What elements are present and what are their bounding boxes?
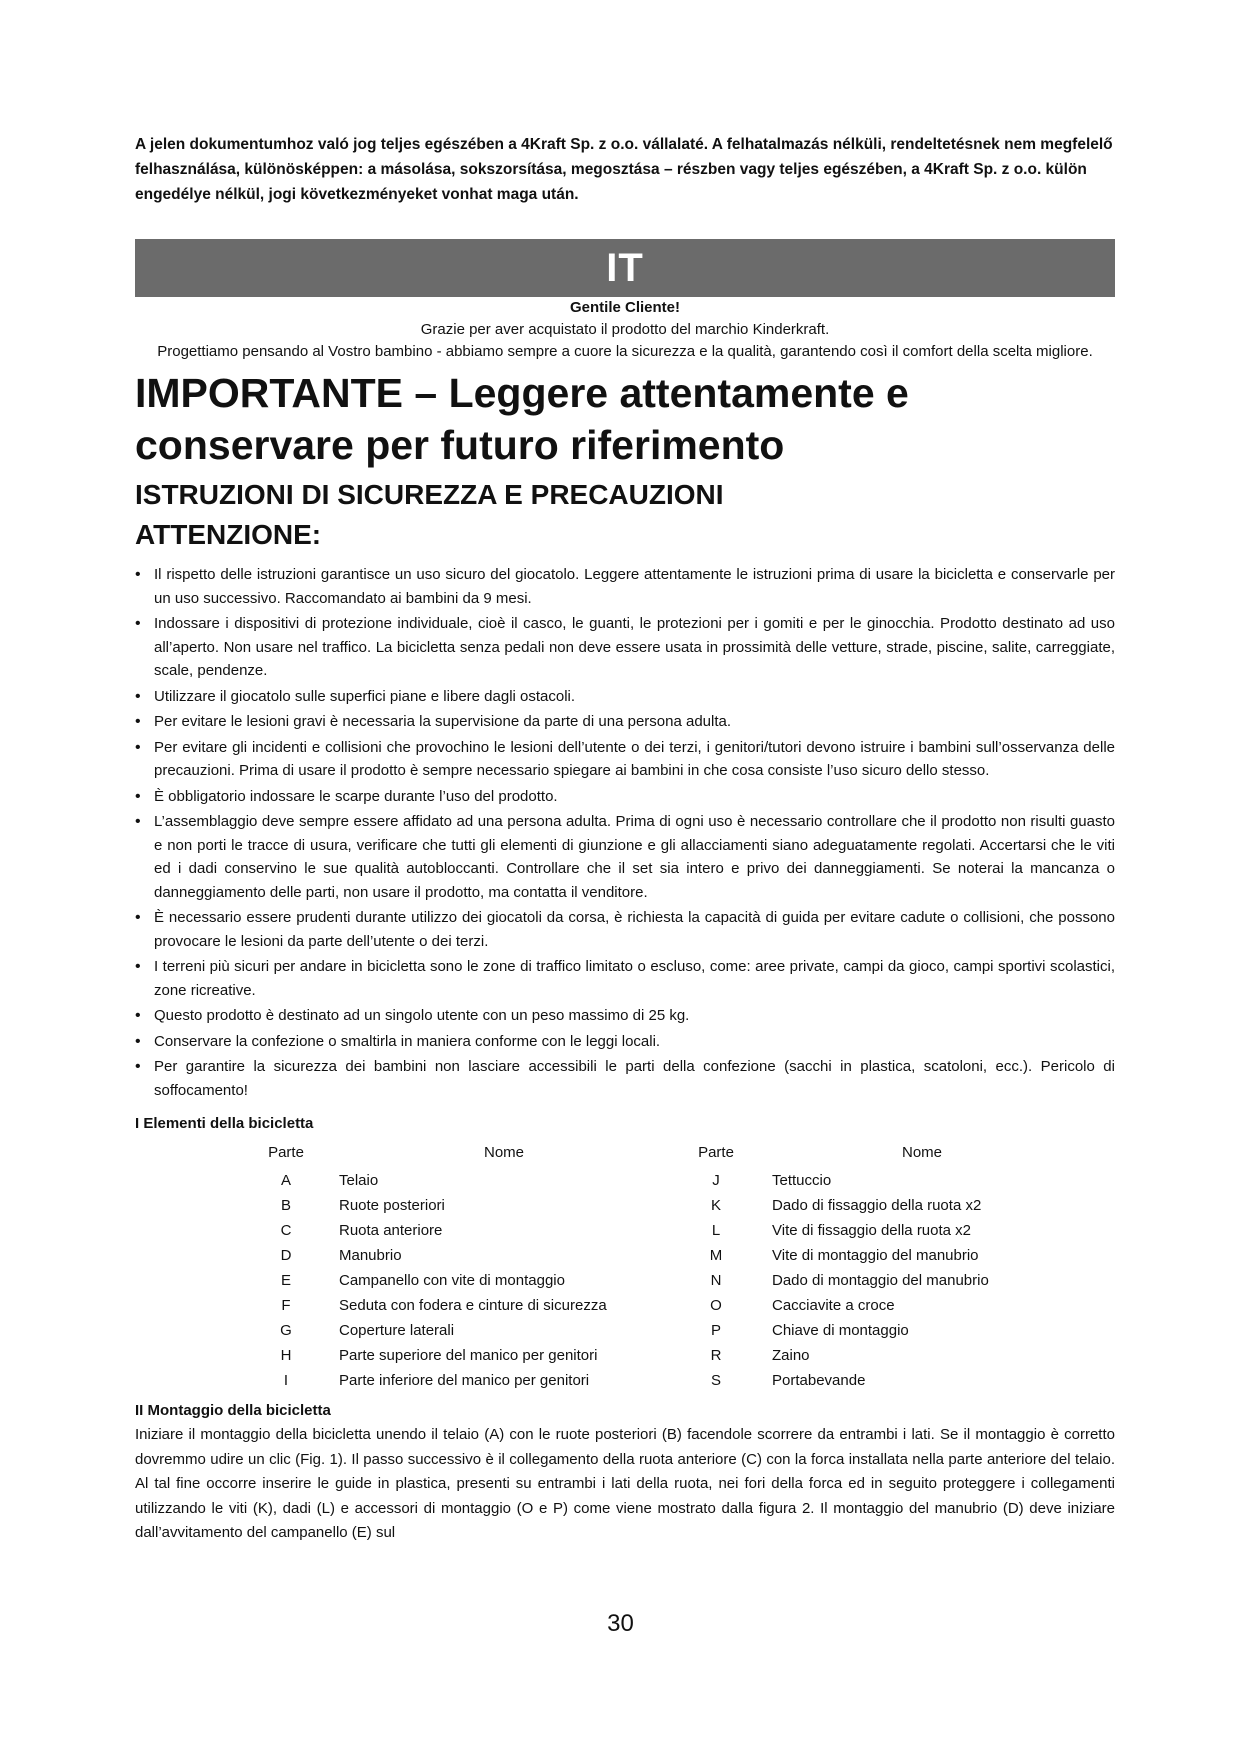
page-number: 30 (607, 1610, 634, 1637)
warning-item: • Conservare la confezione o smaltirla in maniera conforme con le leggi locali. (135, 1030, 1115, 1054)
part-name: Tettuccio (772, 1172, 832, 1189)
part-letter: L (711, 1222, 721, 1239)
part-name: Dado di montaggio del manubrio (772, 1272, 989, 1289)
part-letter: S (710, 1372, 721, 1389)
parts-section-title: I Elementi della bicicletta (135, 1115, 314, 1132)
header-part: Parte (698, 1143, 734, 1161)
part-letter: B (280, 1197, 291, 1214)
part-name: Campanello con vite di montaggio (339, 1272, 565, 1289)
part-name: Chiave di montaggio (772, 1322, 909, 1339)
warnings-list (135, 563, 1115, 1102)
part-letter: P (710, 1322, 721, 1339)
greeting-line-1: Grazie per aver acquistato il prodotto del marchio Kinderkraft. (420, 321, 830, 338)
part-letter: J (712, 1172, 720, 1189)
part-letter: O (710, 1297, 722, 1314)
language-banner (135, 239, 1115, 297)
warning-item: • I terreni più sicuri per andare in bicicletta sono le zone di traffico limitato o escluso, come: aree private, campi da gioco, campi sportivi scolastici, zone ricreative. (135, 955, 1115, 1002)
warning-item: • L’assemblaggio deve sempre essere affidato ad una persona adulta. Prima di ogni uso è necessario controllare che il prodotto non risulti guasto e non porti le tracce di usura, verificare che tutti gli elementi di giunzione e gli allacciamenti siano adeguatamente regolati. Accertarsi che le viti ed i dadi conservino le sue qualità autobloccanti. Controllare che il set sia intero e privo dei danneggiamenti. Se noterai la mancanza o danneggiamento delle parti, non usare il prodotto, ma contatta il venditore. (135, 810, 1115, 904)
warning-item: • È necessario essere prudenti durante utilizzo dei giocatoli da corsa, è richiesta la capacità di guida per evitare cadute o collisioni, che possono provocare le lesioni da parte dell’utente o dei terzi. (135, 906, 1115, 953)
part-letter: I (283, 1372, 289, 1389)
parts-table (237, 1136, 1073, 1393)
table-row (237, 1293, 1073, 1318)
assembly-text: Iniziare il montaggio della bicicletta unendo il telaio (A) con le ruote posteriori (B) facendole scorrere da entrambi i lati. Se il montaggio è corretto dovremmo udire un clic (Fig. 1). Il passo successivo è il collegamento della ruota anteriore (C) con la forca installata nella parte anteriore del telaio. Al tal fine occorre inserire le guide in plastica, presenti su entrambi i lati della ruota, nei fori della forca ed in seguito proteggere i collegamenti utilizzando le viti (K), dadi (L) e accessori di montaggio (O e P) come viene mostrato dalla figura 2. Il montaggio del manubrio (D) deve iniziare dall’avvitamento del campanello (E) sul (135, 1426, 1115, 1541)
part-letter: F (281, 1297, 291, 1314)
part-letter: N (710, 1272, 722, 1289)
warning-item: • Per garantire la sicurezza dei bambini non lasciare accessibili le parti della confezione (sacchi in plastica, scatoloni, ecc.). Pericolo di soffocamento! (135, 1055, 1115, 1102)
part-name: Parte inferiore del manico per genitori (339, 1372, 590, 1389)
heading-important: IMPORTANTE – Leggere attentamente e conservare per futuro riferimento (135, 370, 909, 468)
header-name: Nome (901, 1143, 942, 1161)
part-letter: A (280, 1172, 291, 1189)
part-name: Ruota anteriore (339, 1222, 443, 1239)
table-row (237, 1193, 1073, 1218)
warning-item: • Utilizzare il giocatolo sulle superfici piane e libere dagli ostacoli. (135, 685, 1115, 709)
legal-notice: A jelen dokumentumhoz való jog teljes egészében a 4Kraft Sp. z o.o. vállalaté. A felhatalmazás nélküli, rendeltetésnek nem megfelelő felhasználása, különösképpen: a másolása, sokszorsítása, megosztása – részben vagy teljes egészében, a 4Kraft Sp. z o.o. külön engedélye nélkül, jogi következményeket vonhat maga után. (135, 136, 1113, 203)
part-name: Vite di montaggio del manubrio (772, 1247, 979, 1264)
part-name: Zaino (772, 1347, 810, 1364)
part-letter: K (710, 1197, 721, 1214)
table-row (237, 1243, 1073, 1268)
part-letter: H (280, 1347, 292, 1364)
greeting-title: Gentile Cliente! (569, 299, 681, 316)
parts-table-body (237, 1168, 1073, 1393)
part-letter: C (280, 1222, 292, 1239)
warning-item: • È obbligatorio indossare le scarpe durante l’uso del prodotto. (135, 785, 1115, 809)
part-letter: R (710, 1347, 722, 1364)
warning-item: • Indossare i dispositivi di protezione individuale, cioè il casco, le guanti, le protezioni per i gomiti e per le ginocchia. Prodotto destinato ad uso all’aperto. Non usare nel traffico. La bicicletta senza pedali non deve essere usata in prossimità delle vetture, strade, piscine, salite, carreggiate, scale, pendenze. (135, 612, 1115, 683)
heading-attention: ATTENZIONE: (135, 519, 322, 550)
part-name: Seduta con fodera e cinture di sicurezza (339, 1297, 607, 1314)
table-row (237, 1343, 1073, 1368)
part-name: Parte superiore del manico per genitori (339, 1347, 598, 1364)
part-name: Cacciavite a croce (772, 1297, 895, 1314)
part-name: Coperture laterali (339, 1322, 455, 1339)
language-code: IT (606, 245, 644, 290)
table-row (237, 1318, 1073, 1343)
heading-safety: ISTRUZIONI DI SICUREZZA E PRECAUZIONI (135, 479, 724, 510)
warning-item: • Questo prodotto è destinato ad un singolo utente con un peso massimo di 25 kg. (135, 1004, 1115, 1028)
part-letter: D (280, 1247, 292, 1264)
greeting-line-2: Progettiamo pensando al Vostro bambino - abbiamo sempre a cuore la sicurezza e la qualità, garantendo così il comfort della scelta migliore. (157, 343, 1093, 360)
warning-item: • Per evitare le lesioni gravi è necessaria la supervisione da parte di una persona adulta. (135, 710, 1115, 734)
part-letter: E (280, 1272, 291, 1289)
warning-item: • Per evitare gli incidenti e collisioni che provochino le lesioni dell’utente o dei terzi, i genitori/tutori devono istruire i bambini sull’osservanza delle precauzioni. Prima di usare il prodotto è sempre necessario spiegare ai bambini in che cosa consiste l’uso sicuro dello stesso. (135, 736, 1115, 783)
part-name: Dado di fissaggio della ruota x2 (772, 1197, 982, 1214)
table-row (237, 1168, 1073, 1193)
header-name: Nome (483, 1143, 524, 1161)
part-name: Telaio (339, 1172, 379, 1189)
table-row (237, 1268, 1073, 1293)
greeting-block (135, 297, 1115, 363)
part-name: Manubrio (339, 1247, 402, 1264)
table-row (237, 1218, 1073, 1243)
parts-table-header (237, 1136, 1073, 1168)
part-name: Portabevande (772, 1372, 866, 1389)
document-page (135, 132, 1115, 1546)
part-name: Vite di fissaggio della ruota x2 (772, 1222, 972, 1239)
part-letter: G (280, 1322, 292, 1339)
part-name: Ruote posteriori (339, 1197, 445, 1214)
part-letter: M (709, 1247, 723, 1264)
header-part: Parte (268, 1143, 304, 1161)
table-row (237, 1368, 1073, 1393)
warning-item: • Il rispetto delle istruzioni garantisce un uso sicuro del giocatolo. Leggere attentamente le istruzioni prima di usare la bicicletta e conservarle per un uso successivo. Raccomandato ai bambini da 9 mesi. (135, 563, 1115, 610)
assembly-section-title: II Montaggio della bicicletta (135, 1402, 331, 1419)
